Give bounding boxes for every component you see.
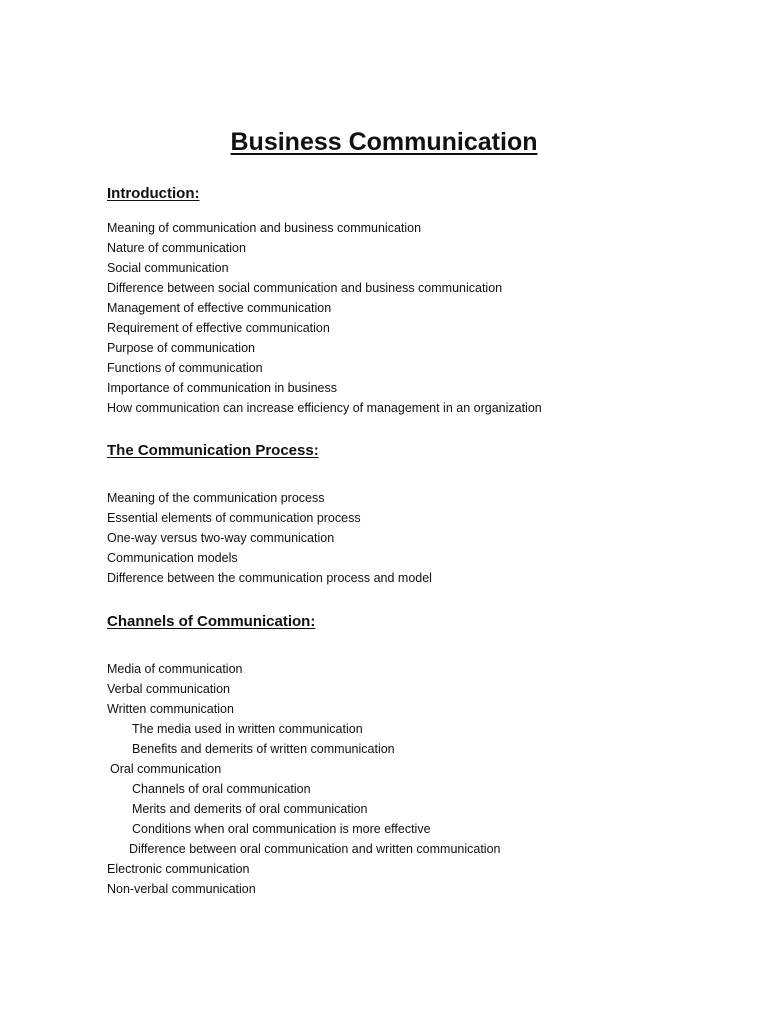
section-heading: Introduction: xyxy=(107,185,200,202)
list-item: Written communication xyxy=(107,702,234,716)
list-item: Non-verbal communication xyxy=(107,882,256,896)
list-item: Management of effective communication xyxy=(107,301,332,315)
section-introduction xyxy=(107,184,727,418)
list-item: Nature of communication xyxy=(107,241,246,255)
list-item: Importance of communication in business xyxy=(107,381,337,395)
list-item: How communication can increase efficiency of management in an organization xyxy=(107,401,542,415)
list-item: Meaning of communication and business communication xyxy=(107,221,422,235)
section-channels-of-communication xyxy=(107,612,727,899)
list-item: Communication models xyxy=(107,551,238,565)
list-item: Oral communication xyxy=(110,762,222,776)
list-item: Difference between social communication and business communication xyxy=(107,281,503,295)
section-heading: The Communication Process: xyxy=(107,442,319,459)
document-title: Business Communication xyxy=(230,128,538,156)
sub-list-item: Difference between oral communication and written communication xyxy=(129,842,501,856)
topic-list xyxy=(107,488,727,588)
list-item: Requirement of effective communication xyxy=(107,321,330,335)
list-item: One-way versus two-way communication xyxy=(107,531,335,545)
section-heading: Channels of Communication: xyxy=(107,613,316,630)
sub-list-item: Channels of oral communication xyxy=(132,782,311,796)
list-item: Verbal communication xyxy=(107,682,230,696)
topic-list xyxy=(107,218,727,418)
list-item: Functions of communication xyxy=(107,361,263,375)
section-communication-process xyxy=(107,441,727,588)
sub-list-item: Benefits and demerits of written communication xyxy=(132,742,395,756)
list-item: Media of communication xyxy=(107,662,243,676)
list-item: Meaning of the communication process xyxy=(107,491,325,505)
sub-list-item: Merits and demerits of oral communication xyxy=(132,802,368,816)
sub-list-item: Conditions when oral communication is more effective xyxy=(132,822,431,836)
list-item: Essential elements of communication process xyxy=(107,511,361,525)
list-item: Social communication xyxy=(107,261,229,275)
topic-list xyxy=(107,659,727,899)
sub-list-item: The media used in written communication xyxy=(132,722,363,736)
list-item: Electronic communication xyxy=(107,862,250,876)
list-item: Difference between the communication process and model xyxy=(107,571,432,585)
list-item: Purpose of communication xyxy=(107,341,255,355)
